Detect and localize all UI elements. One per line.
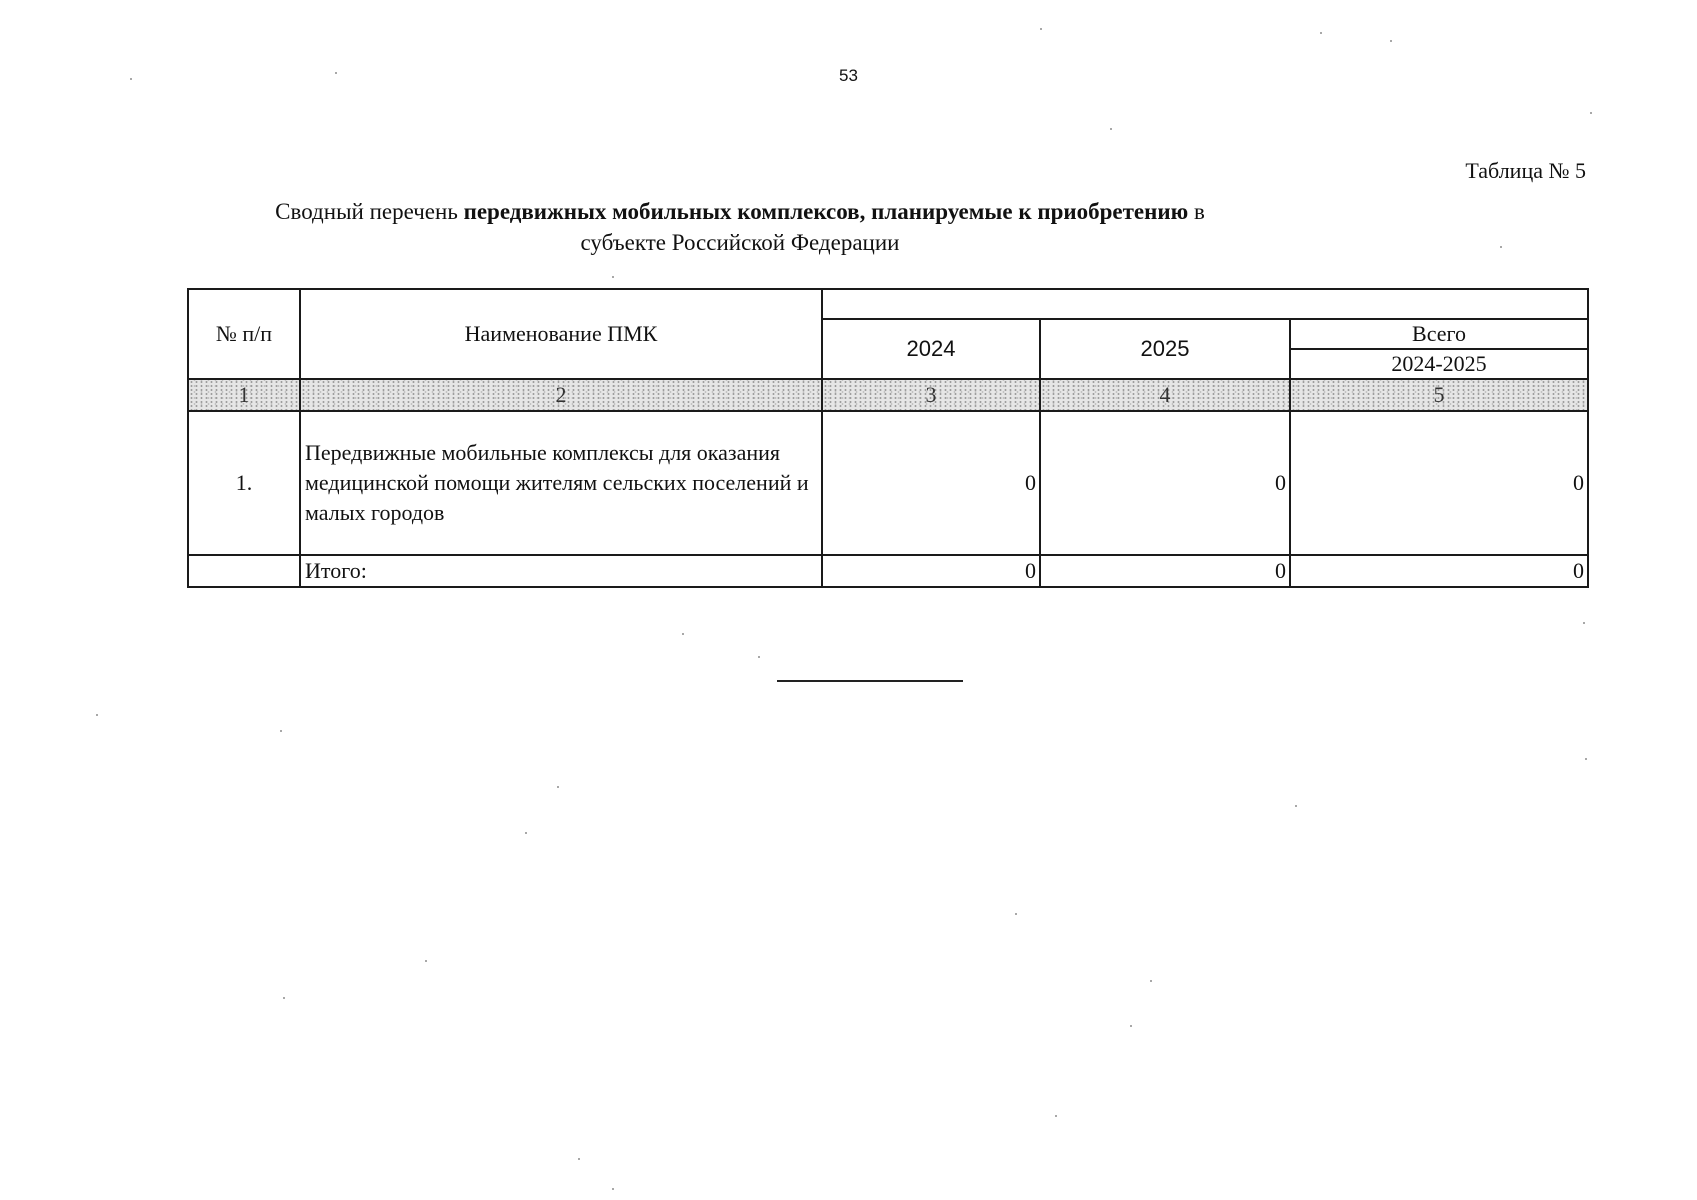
table-caption: Таблица № 5: [1465, 158, 1586, 183]
scan-speck: [612, 276, 614, 278]
scan-speck: [280, 730, 282, 732]
row-num: 1.: [188, 411, 300, 555]
scan-speck: [525, 832, 527, 834]
scan-speck: [1295, 805, 1297, 807]
header-year-2025: 2025: [1040, 319, 1290, 379]
totals-value-2025: 0: [1040, 555, 1290, 587]
header-row-top: [188, 289, 1588, 319]
scan-speck: [1055, 1115, 1057, 1117]
scan-speck: [1500, 246, 1502, 248]
pmk-table: [187, 288, 1589, 588]
title-text-bold: передвижных мобильных комплексов, планируемые к приобретению: [463, 199, 1189, 224]
totals-num-empty: [188, 555, 300, 587]
scan-speck: [1040, 28, 1042, 30]
column-index-4: 4: [1040, 379, 1290, 411]
title-text-start: Сводный перечень: [275, 199, 464, 224]
title-line-2: субъекте Российской Федерации: [580, 230, 900, 255]
scan-speck: [1583, 622, 1585, 624]
separator-line: [777, 680, 963, 682]
scan-speck: [283, 997, 285, 999]
scan-speck: [335, 72, 337, 74]
row-value-total: 0: [1290, 411, 1588, 555]
document-title: [150, 196, 1330, 258]
row-value-2025: 0: [1040, 411, 1290, 555]
scan-speck: [1320, 32, 1322, 34]
column-index-2: 2: [300, 379, 822, 411]
scan-speck: [1015, 913, 1017, 915]
scan-speck: [1585, 758, 1587, 760]
scan-speck: [612, 1188, 614, 1190]
scan-speck: [682, 633, 684, 635]
totals-row: [188, 555, 1588, 587]
scan-speck: [758, 656, 760, 658]
column-index-3: 3: [822, 379, 1040, 411]
totals-label: Итого:: [300, 555, 822, 587]
column-index-row: [188, 379, 1588, 411]
header-year-2024: 2024: [822, 319, 1040, 379]
scan-speck: [1390, 40, 1392, 42]
scan-speck: [96, 714, 98, 716]
scan-speck: [1150, 980, 1152, 982]
scan-speck: [1130, 1025, 1132, 1027]
scan-speck: [425, 960, 427, 962]
table-row: [188, 411, 1588, 555]
row-value-2024: 0: [822, 411, 1040, 555]
header-num: № п/п: [188, 289, 300, 379]
scan-speck: [557, 786, 559, 788]
row-name: Передвижные мобильные комплексы для оказания медицинской помощи жителям сельских поселений и малых городов: [300, 411, 822, 555]
totals-value-2024: 0: [822, 555, 1040, 587]
header-group-empty: [822, 289, 1588, 319]
column-index-1: 1: [188, 379, 300, 411]
totals-value-total: 0: [1290, 555, 1588, 587]
header-name: Наименование ПМК: [300, 289, 822, 379]
scan-speck: [1110, 128, 1112, 130]
page-number: 53: [839, 66, 858, 85]
title-text-end: в: [1188, 199, 1205, 224]
header-total: Всего: [1290, 319, 1588, 349]
header-total-period: 2024-2025: [1290, 349, 1588, 379]
scan-speck: [1590, 112, 1592, 114]
column-index-5: 5: [1290, 379, 1588, 411]
scan-speck: [130, 78, 132, 80]
scan-speck: [578, 1158, 580, 1160]
